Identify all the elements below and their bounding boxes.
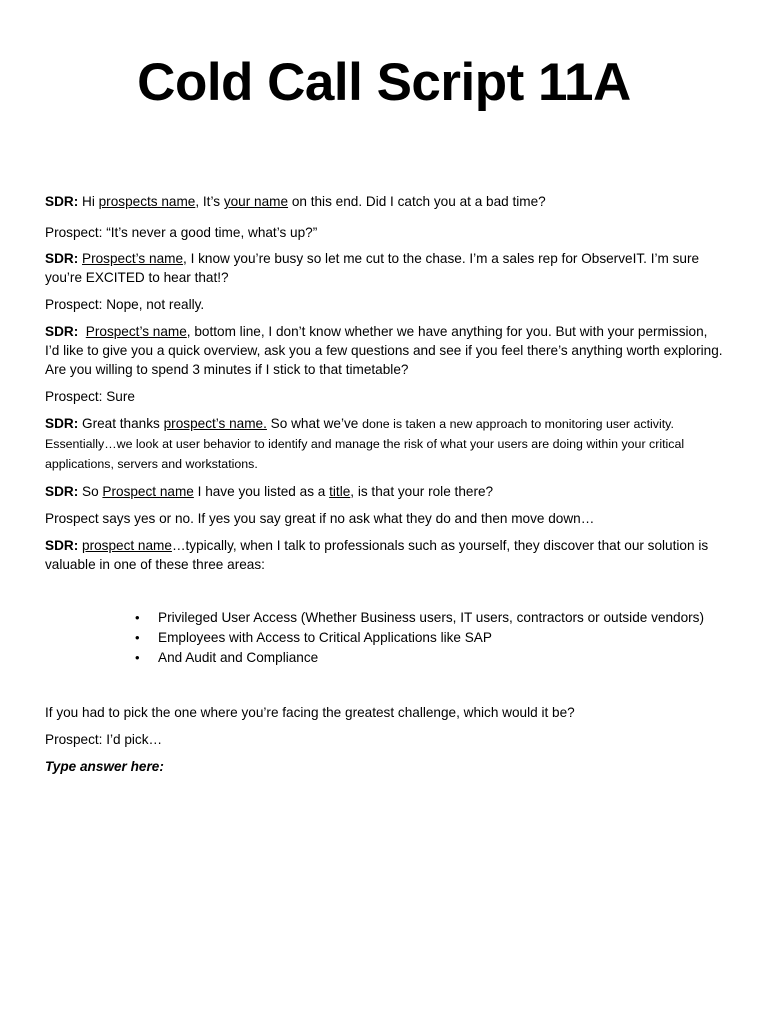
bullet-icon: • (135, 650, 140, 665)
text: , I know you’re busy so let me cut to the chase. I’m a sales rep for ObserveIT. I’m sure you’re EXCITED to hear that!? (45, 251, 700, 285)
script-line-7 (45, 414, 725, 474)
text: , It’s (195, 194, 224, 209)
bullet-icon: • (135, 630, 140, 645)
placeholder-prospect-name: prospect name (82, 538, 172, 553)
text: Hi (78, 194, 99, 209)
list-item-text: Privileged User Access (Whether Business users, IT users, contractors or outside vendors) (158, 610, 704, 625)
answer-prompt: Type answer here: (45, 759, 164, 774)
text: …typically, when I talk to professionals such as yourself, they discover that our solution is valuable in one of these three areas: (45, 538, 709, 572)
list-item (135, 608, 735, 628)
script-line-8 (45, 482, 725, 501)
list-item (135, 628, 735, 648)
placeholder-prospect-name: Prospect name (102, 484, 194, 499)
list-item (135, 648, 735, 668)
script-line-10 (45, 536, 725, 574)
sdr-label: SDR: (45, 416, 79, 431)
text: Great thanks (78, 416, 164, 431)
areas-list (135, 608, 735, 668)
placeholder-prospect-name: Prospect’s name (85, 324, 187, 339)
placeholder-prospect-name: prospects name (98, 194, 196, 209)
script-line-3 (45, 249, 725, 287)
placeholder-prospect-name: Prospect’s name (82, 251, 184, 266)
placeholder-title: title (329, 484, 351, 499)
sdr-label: SDR: (45, 194, 79, 209)
list-item-text: And Audit and Compliance (158, 650, 319, 665)
sdr-label: SDR: (45, 324, 79, 339)
page-title: Cold Call Script 11A (137, 53, 631, 112)
script-line-4: Prospect: Nope, not really. (45, 297, 205, 312)
placeholder-prospect-name: prospect’s name. (163, 416, 267, 431)
text-small: done is taken a new approach to monitoring user activity. Essentially…we look at user behavior to identify and manage the risk of what your users are doing within your critical applications, servers and workstations. (45, 417, 685, 471)
text: So what we’ve (266, 416, 363, 431)
text: , is that your role there? (350, 484, 494, 499)
text: I have you listed as a (193, 484, 330, 499)
list-item-text: Employees with Access to Critical Applications like SAP (158, 630, 492, 645)
script-body (45, 192, 725, 776)
script-line-9: Prospect says yes or no. If yes you say great if no ask what they do and then move down… (45, 511, 595, 526)
script-line-11: If you had to pick the one where you’re facing the greatest challenge, which would it be? (45, 705, 575, 720)
sdr-label: SDR: (45, 484, 79, 499)
sdr-label: SDR: (45, 538, 79, 553)
text: on this end. Did I catch you at a bad time? (288, 194, 546, 209)
script-line-6: Prospect: Sure (45, 389, 135, 404)
script-line-2: Prospect: “It’s never a good time, what’s up?” (45, 225, 318, 240)
script-line-12: Prospect: I’d pick… (45, 732, 163, 747)
placeholder-your-name: your name (223, 194, 289, 209)
script-line-5 (45, 322, 725, 379)
text: , bottom line, I don’t know whether we have anything for you. But with your permission, I’d like to give you a quick overview, ask you a few questions and see if you feel there’s anything worth exploring. Are you willing to spend 3 minutes if I stick to that timetable? (45, 324, 723, 377)
text: So (78, 484, 103, 499)
script-line-1 (45, 192, 725, 211)
sdr-label: SDR: (45, 251, 79, 266)
bullet-icon: • (135, 610, 140, 625)
